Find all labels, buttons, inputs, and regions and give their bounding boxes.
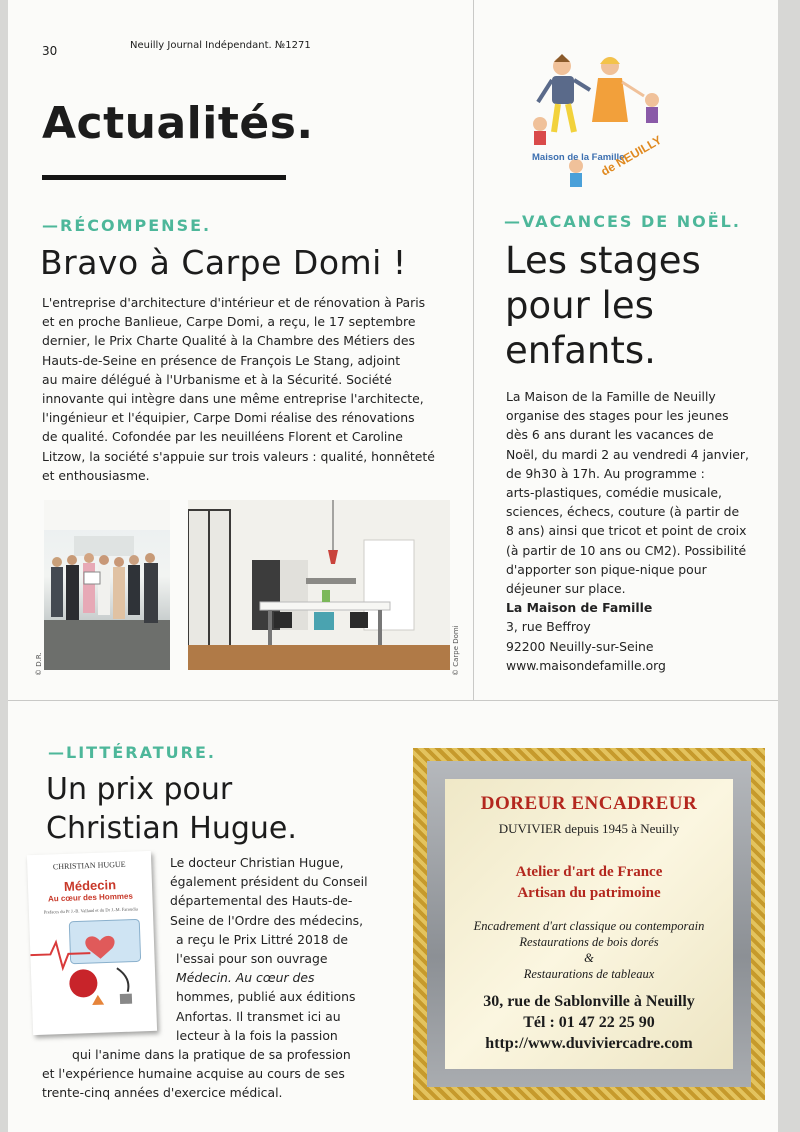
article2-line: arts-plastiques, comédie musicale, [506,485,722,501]
award-ceremony-photo [44,500,170,670]
article2-line: d'apporter son pique-nique pour [506,561,707,577]
ad-service: & [584,951,594,965]
article1-line: l'ingénieur et l'équipier, Carpe Domi réalise des rénovations [42,410,415,426]
article3-headline [46,770,297,848]
article1-line: innovante qui intègre dans une même entreprise l'architecte, [42,391,424,407]
column-divider [473,0,474,700]
doreur-encadreur-ad [445,779,733,1069]
article3-line: également président du Conseil [170,874,368,890]
article2-headline-line: pour les [505,284,654,327]
article1-line: de qualité. Cofondée par les neuilléens Florent et Caroline [42,429,403,445]
article2-line: de 9h30 à 17h. Au programme : [506,465,705,481]
article2-line: Noël, du mardi 2 au vendredi 4 janvier, [506,446,749,462]
article3-line: trente-cinq années d'exercice médical. [42,1085,283,1101]
article2-headline-line: Les stages [505,239,701,282]
article2-line: déjeuner sur place. [506,581,626,597]
article1-line: dernier, le Prix Charte Qualité à la Chambre des Métiers des [42,333,415,349]
contact-city: 92200 Neuilly-sur-Seine [506,638,654,654]
article1-kicker: —RÉCOMPENSE. [42,216,212,235]
article3-line: hommes, publié aux éditions [176,989,356,1005]
magazine-page [8,0,778,1132]
ad-line2: Artisan du patrimoine [517,885,661,901]
article3-line: Anfortas. Il transmet ici au [176,1008,341,1024]
running-title: Neuilly Journal Indépendant. №1271 [130,40,311,51]
article3-headline-line: Un prix pour [46,772,233,807]
ad-subtitle: DUVIVIER depuis 1945 à Neuilly [498,821,680,836]
article3-line: l'essai pour son ouvrage [176,951,328,967]
photo2-credit: © Carpe Domi [452,625,460,676]
article2-headline [505,238,701,373]
article3-line: Médecin. Au cœur des [176,970,315,986]
article3-line: qui l'anime dans la pratique de sa profession [72,1047,351,1063]
section-title: Actualités. [42,98,314,149]
article2-line: organise des stages pour les jeunes [506,408,729,424]
title-underline [42,175,286,180]
article1-line: au maire délégué à l'Urbanisme et à la Sécurité. Société [42,371,392,387]
article3-headline-line: Christian Hugue. [46,811,297,846]
article3-line: Le docteur Christian Hugue, [170,855,344,870]
maison-famille-logo [518,52,678,197]
article1-line: Litzow, la société s'appuie sur trois valeurs : qualité, honnêteté [42,448,435,464]
article3-line: a reçu le Prix Littré 2018 de [176,931,349,947]
logo-line2: de NEUILLY [598,132,665,179]
interior-renovation-photo [188,500,450,670]
logo-line1: Maison de la Famille [532,152,625,163]
article2-kicker: —VACANCES DE NOËL. [504,212,741,231]
article1-line: et enthousiasme. [42,467,150,483]
article2-line: sciences, échecs, couture (à partir de [506,504,740,520]
article2-line: La Maison de la Famille de Neuilly [506,389,716,404]
article3-line: départemental des Hauts-de- [170,893,353,909]
article2-line: (à partir de 10 ans ou CM2). Possibilité [506,542,747,558]
contact-address: 3, rue Beffroy [506,619,591,635]
article3-line: lecteur à la fois la passion [176,1027,338,1043]
article1-line: et en proche Banlieue, Carpe Domi, a reçu, le 17 septembre [42,314,416,330]
article2-headline-line: enfants. [505,329,656,372]
book-preface: Prefaces du Pr J.-B. Vallaud et du Dr J.-M. Faroudia [43,906,138,915]
book-subtitle: Au cœur des Hommes [47,891,133,904]
article3-line: Seine de l'Ordre des médecins, [170,912,364,928]
ad-service: Encadrement d'art classique ou contemporain [473,919,705,933]
ad-website-link[interactable]: http://www.duviviercadre.com [485,1035,693,1052]
contact-website: www.maisondefamille.org [506,657,666,673]
section-divider [8,700,778,701]
ad-title: DOREUR ENCADREUR [480,793,698,814]
article1-headline: Bravo à Carpe Domi ! [40,243,407,282]
book-title: Médecin [63,877,117,894]
book-author: CHRISTIAN HUGUE [52,859,126,872]
ad-service: Restaurations de bois dorés [519,935,659,949]
article3-body [42,853,372,1103]
article3-line: et l'expérience humaine acquise au cours de ses [42,1066,345,1082]
article2-line: 8 ans) ainsi que tricot et point de croix [506,523,747,539]
ad-address: 30, rue de Sablonville à Neuilly [483,993,695,1010]
article3-kicker: —LITTÉRATURE. [48,743,216,762]
article1-line: L'entreprise d'architecture d'intérieur et de rénovation à Paris [42,295,426,310]
ad-service: Restaurations de tableaux [523,967,655,981]
ad-phone: Tél : 01 47 22 25 90 [523,1014,655,1031]
article1-body [42,293,435,485]
article2-line: dès 6 ans durant les vacances de [506,427,714,443]
page-number: 30 [42,44,58,58]
contact-name: La Maison de Famille [506,600,653,616]
article1-line: Hauts-de-Seine en présence de François Le Stang, adjoint [42,352,401,368]
photo1-credit: © D.R. [35,652,43,676]
ad-line1: Atelier d'art de France [515,864,663,880]
article2-body [506,387,749,675]
